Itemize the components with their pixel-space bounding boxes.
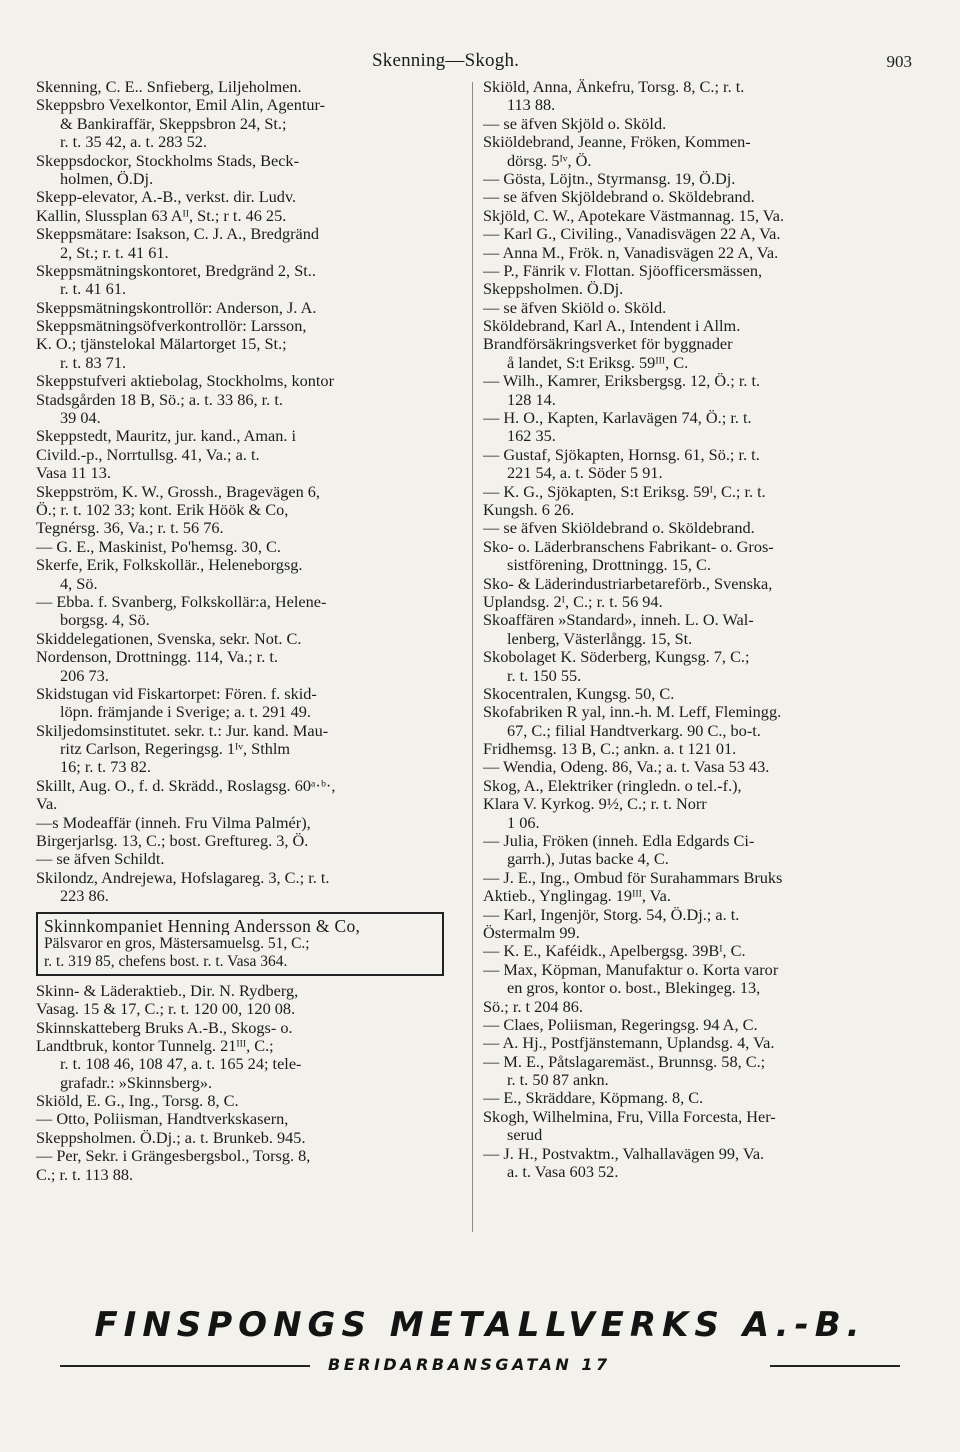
directory-entry-line: Skinnskatteberg Bruks A.-B., Skogs- o. [36, 1018, 293, 1037]
directory-entry-line: Skiöld, Anna, Änkefru, Torsg. 8, C.; r. t. [483, 78, 745, 96]
directory-entry-line: lenberg, Västerlångg. 15, St. [507, 629, 693, 648]
directory-entry-line: Tegnérsg. 36, Va.; r. t. 56 76. [36, 519, 224, 538]
directory-entry-line: Skobolaget K. Söderberg, Kungsg. 7, C.; [483, 648, 750, 667]
directory-entry-line: — J. H., Postvaktm., Valhallavägen 99, Va. [483, 1144, 765, 1163]
directory-entry-line: — se äfven Schildt. [36, 850, 165, 869]
directory-entry-line: 39 04. [60, 409, 101, 428]
directory-entry-line: 1 06. [507, 813, 540, 832]
directory-entry-line: Skeppsholmen. Ö.Dj.; a. t. Brunkeb. 945. [36, 1128, 306, 1147]
directory-entry-line: — se äfven Skiöldebrand o. Sköldebrand. [483, 519, 755, 538]
directory-entry-line: Skoaffären »Standard», inneh. L. O. Wal- [483, 611, 754, 630]
directory-entry-line: — Gösta, Löjtn., Styrmansg. 19, Ö.Dj. [483, 169, 736, 188]
directory-entry-line: Kungsh. 6 26. [483, 500, 575, 519]
directory-entry-line: 67, C.; filial Handtverkarg. 90 C., bo-t. [507, 721, 761, 740]
left-column [36, 78, 464, 1184]
directory-entry-line: Brandförsäkringsverket för byggnader [483, 335, 733, 354]
directory-entry-line: grafadr.: »Skinnsberg». [60, 1073, 213, 1092]
directory-entry-line: r. t. 83 71. [60, 353, 127, 372]
directory-entry-line: Ö.; r. t. 102 33; kont. Erik Höök & Co, [36, 500, 289, 519]
directory-entry-line: Östermalm 99. [483, 923, 580, 942]
page-number: 903 [886, 52, 912, 71]
directory-entry-line: — se äfven Skiöld o. Sköld. [483, 298, 667, 317]
directory-entry-line: Nordenson, Drottningg. 114, Va.; r. t. [36, 648, 278, 667]
directory-entry-line: Skofabriken R yal, inn.-h. M. Leff, Flemingg. [483, 703, 782, 722]
directory-entry-line: — Karl G., Civiling., Vanadisvägen 22 A, Va. [483, 225, 781, 244]
footer-rule-left [60, 1365, 310, 1367]
directory-entry-line: Va. [36, 795, 58, 814]
directory-entry-line: Skeppsdockor, Stockholms Stads, Beck- [36, 151, 299, 170]
directory-entry-line: — A. Hj., Postfjänstemann, Uplandsg. 4, Va. [483, 1034, 775, 1053]
boxed-ad-line: Pälsvaror en gros, Mästersamuelsg. 51, C.; [44, 934, 310, 952]
directory-entry-line: löpn. främjande i Sverige; a. t. 291 49. [60, 703, 311, 722]
directory-entry-line: Skiöldebrand, Jeanne, Fröken, Kommen- [483, 133, 751, 152]
directory-entry-line: — H. O., Kapten, Karlavägen 74, Ö.; r. t. [483, 409, 752, 428]
directory-entry-line: Skinn- & Läderaktieb., Dir. N. Rydberg, [36, 981, 299, 1000]
directory-entry-line: Skerfe, Erik, Folkskollär., Heleneborgsg. [36, 556, 303, 575]
directory-entry-line: Skeppsmätningsöfverkontrollör: Larsson, [36, 317, 307, 336]
directory-entry-line: & Bankiraffär, Skeppsbron 24, St.; [60, 114, 287, 133]
directory-entry-line: Sko- & Läderindustriarbetareförb., Svenska, [483, 574, 773, 593]
directory-entry-line: 2, St.; r. t. 41 61. [60, 243, 169, 262]
directory-entry-line: Skogh, Wilhelmina, Fru, Villa Forcesta, Her- [483, 1107, 776, 1126]
directory-entry-line: dörsg. 5ᴵᵛ, Ö. [507, 151, 592, 170]
directory-entry-line: Civild.-p., Norrtullsg. 41, Va.; a. t. [36, 445, 260, 464]
boxed-advertisement [36, 912, 444, 976]
directory-entry-line: Sko- o. Läderbranschens Fabrikant- o. Gros- [483, 537, 774, 556]
directory-entry-line: Skeppsholmen. Ö.Dj. [483, 280, 624, 299]
directory-entry-line: — Anna M., Frök. n, Vanadisvägen 22 A, Va. [483, 243, 779, 262]
directory-entry-line: r. t. 150 55. [507, 666, 582, 685]
running-head [0, 50, 960, 74]
footer-ad-title: FINSPONGS METALLVERKS A.-B. [94, 1305, 866, 1345]
directory-entry-line: 113 88. [507, 96, 556, 115]
directory-entry-line: Skenning, C. E.. Snfieberg, Liljeholmen. [36, 78, 302, 96]
directory-entry-line: — Wendia, Odeng. 86, Va.; a. t. Vasa 53 43. [483, 758, 770, 777]
directory-entry-line: a. t. Vasa 603 52. [507, 1163, 619, 1182]
directory-entry-line: 162 35. [507, 427, 556, 446]
directory-entry-line: 223 86. [60, 887, 109, 906]
directory-entry-line: 206 73. [60, 666, 109, 685]
directory-entry-line: — se äfven Skjöldebrand o. Sköldebrand. [483, 188, 755, 207]
running-title: Skenning—Skogh. [372, 50, 520, 71]
directory-entry-line: å landet, S:t Eriksg. 59ᴵᴵᴵ, C. [507, 353, 689, 372]
directory-entry-line: — se äfven Skjöld o. Sköld. [483, 114, 667, 133]
directory-entry-line: — Gustaf, Sjökapten, Hornsg. 61, Sö.; r. t. [483, 445, 760, 464]
directory-entry-line: serud [507, 1126, 543, 1145]
directory-entry-line: — J. E., Ing., Ombud för Surahammars Bruks [483, 868, 783, 887]
directory-entry-line: Sköldebrand, Karl A., Intendent i Allm. [483, 317, 741, 336]
directory-entry-line: Skog, A., Elektriker (ringledn. o tel.-f.), [483, 776, 742, 795]
directory-entry-line: — Max, Köpman, Manufaktur o. Korta varor [483, 960, 779, 979]
directory-entry-line: Kallin, Slussplan 63 Aᴵᴵ, St.; r t. 46 25. [36, 206, 287, 225]
directory-entry-line: — Wilh., Kamrer, Eriksbergsg. 12, Ö.; r. t. [483, 372, 761, 391]
directory-entry-line: Skilondz, Andrejewa, Hofslagareg. 3, C.; r. t. [36, 868, 330, 887]
directory-entry-line: — Per, Sekr. i Grängesbergsbol., Torsg. 8, [36, 1147, 311, 1166]
directory-entry-line: Skiddelegationen, Svenska, sekr. Not. C. [36, 629, 302, 648]
directory-entry-line: r. t. 50 87 ankn. [507, 1071, 609, 1090]
directory-entry-line: r. t. 41 61. [60, 280, 127, 299]
directory-entry-line: Skeppsbro Vexelkontor, Emil Alin, Agentur- [36, 96, 326, 115]
directory-entry-line: — K. E., Kaféidk., Apelbergsg. 39Bᴵ, C. [483, 942, 746, 961]
directory-entry-line: — G. E., Maskinist, Po'hemsg. 30, C. [36, 537, 281, 556]
directory-entry-line: C.; r. t. 113 88. [36, 1165, 134, 1184]
directory-entry-line: r. t. 35 42, a. t. 283 52. [60, 133, 207, 152]
directory-entry-line: Skeppström, K. W., Grossh., Bragevägen 6, [36, 482, 320, 501]
directory-entry-line: Skidstugan vid Fiskartorpet: Fören. f. skid- [36, 684, 317, 703]
boxed-ad-title: Skinnkompaniet Henning Andersson & Co, [44, 916, 361, 935]
directory-entry-line: 16; r. t. 73 82. [60, 758, 151, 777]
directory-entry-line: Sö.; r. t 204 86. [483, 997, 583, 1016]
directory-entry-line: — Claes, Poliisman, Regeringsg. 94 A, C. [483, 1015, 758, 1034]
directory-entry-line: Skepp-elevator, A.-B., verkst. dir. Ludv. [36, 188, 297, 207]
directory-entry-line: Landtbruk, kontor Tunnelg. 21ᴵᴵᴵ, C.; [36, 1036, 274, 1055]
directory-entry-line: Skeppsmätningskontoret, Bredgränd 2, St.. [36, 261, 316, 280]
directory-entry-line: — P., Fänrik v. Flottan. Sjöofficersmässen, [483, 261, 763, 280]
directory-entry-line: Birgerjarlsg. 13, C.; bost. Greftureg. 3, Ö. [36, 832, 309, 851]
directory-entry-line: Skeppstufveri aktiebolag, Stockholms, kontor [36, 372, 334, 391]
directory-entry-line: Skeppsmätare: Isakson, C. J. A., Bredgränd [36, 225, 320, 244]
directory-entry-line: Fridhemsg. 13 B, C.; ankn. a. t 121 01. [483, 740, 737, 759]
directory-entry-line: 221 54, a. t. Söder 5 91. [507, 464, 663, 483]
directory-entry-line: sistförening, Drottningg. 15, C. [507, 556, 711, 575]
directory-entry-line: — Otto, Poliisman, Handtverkskasern, [36, 1110, 289, 1129]
directory-entry-line: Skeppstedt, Mauritz, jur. kand., Aman. i [36, 427, 297, 446]
directory-entry-line: Skiljedomsinstitutet. sekr. t.: Jur. kand. Mau- [36, 721, 329, 740]
directory-entry-line: Klara V. Kyrkog. 9½, C.; r. t. Norr [483, 795, 707, 814]
directory-entry-line: Skiöld, E. G., Ing., Torsg. 8, C. [36, 1092, 239, 1111]
directory-entry-line: Stadsgården 18 B, Sö.; a. t. 33 86, r. t. [36, 390, 283, 409]
directory-entry-line: — Karl, Ingenjör, Storg. 54, Ö.Dj.; a. t. [483, 905, 740, 924]
directory-entry-line: 4, Sö. [60, 574, 98, 593]
directory-entry-line: — E., Skräddare, Köpmang. 8, C. [483, 1089, 704, 1108]
directory-entry-line: Skeppsmätningskontrollör: Anderson, J. A. [36, 298, 317, 317]
directory-entry-line: Aktieb., Ynglingag. 19ᴵᴵᴵ, Va. [483, 887, 671, 906]
footer-ad-subtitle: BERIDARBANSGATAN 17 [328, 1355, 611, 1374]
directory-entry-line: ritz Carlson, Regeringsg. 1ᴵᵛ, Sthlm [60, 740, 291, 759]
directory-entry-line: Skillt, Aug. O., f. d. Skrädd., Roslagsg. 60ᵃ·ᵇ·, [36, 776, 336, 795]
right-column [483, 78, 923, 1181]
directory-entry-line: — Julia, Fröken (inneh. Edla Edgards Ci- [483, 832, 755, 851]
boxed-ad-line: r. t. 319 85, chefens bost. r. t. Vasa 364. [44, 953, 288, 971]
directory-entry-line: Uplandsg. 2ᴵ, C.; r. t. 56 94. [483, 592, 663, 611]
directory-entry-line: Skjöld, C. W., Apotekare Västmannag. 15, Va. [483, 206, 785, 225]
directory-entry-line: 128 14. [507, 390, 556, 409]
directory-entry-line: Vasa 11 13. [36, 464, 111, 483]
directory-entry-line: r. t. 108 46, 108 47, a. t. 165 24; tele- [60, 1055, 302, 1074]
footer-advertisement [60, 1305, 900, 1377]
directory-entry-line: en gros, kontor o. bost., Blekingeg. 13, [507, 979, 761, 998]
directory-entry-line: — K. G., Sjökapten, S:t Eriksg. 59ᴵ, C.; r. t. [483, 482, 766, 501]
column-divider [472, 82, 473, 1232]
directory-entry-line: holmen, Ö.Dj. [60, 169, 154, 188]
directory-entry-line: — M. E., Påtslagaremäst., Brunnsg. 58, C.; [483, 1052, 766, 1071]
footer-rule-right [770, 1365, 900, 1367]
directory-entry-line: —s Modeaffär (inneh. Fru Vilma Palmér), [36, 813, 311, 832]
directory-entry-line: borgsg. 4, Sö. [60, 611, 150, 630]
directory-entry-line: — Ebba. f. Svanberg, Folkskollär:a, Helene- [36, 592, 327, 611]
directory-entry-line: K. O.; tjänstelokal Mälartorget 15, St.; [36, 335, 287, 354]
directory-entry-line: Vasag. 15 & 17, C.; r. t. 120 00, 120 08. [36, 1000, 296, 1019]
directory-entry-line: garrh.), Jutas backe 4, C. [507, 850, 669, 869]
directory-entry-line: Skocentralen, Kungsg. 50, C. [483, 684, 675, 703]
